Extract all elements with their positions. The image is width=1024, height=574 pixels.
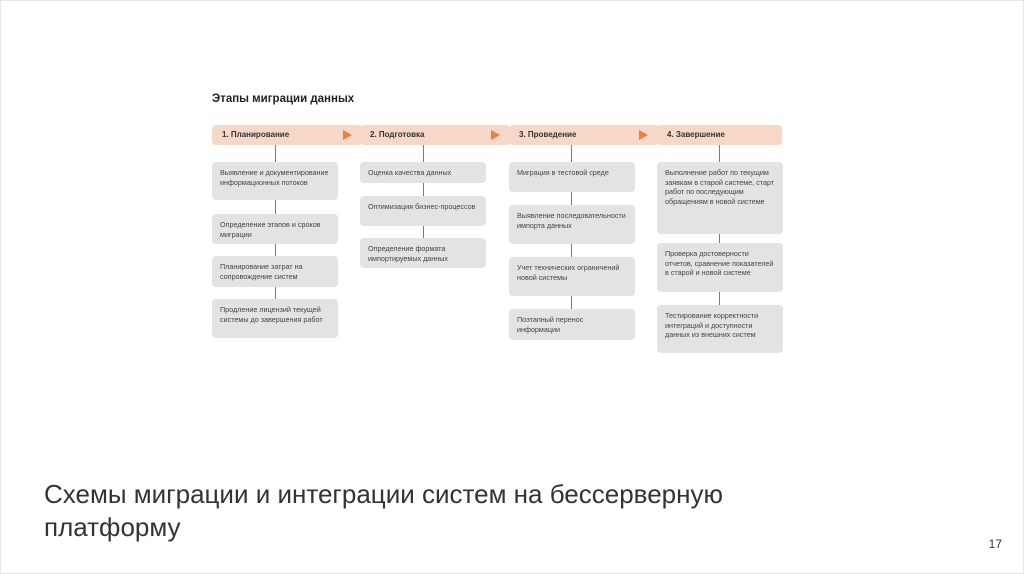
step-box: Определение формата импортируемых данных — [360, 238, 486, 268]
diagram-title: Этапы миграции данных — [212, 93, 355, 105]
step-box: Выявление и документирование информационных потоков — [212, 162, 338, 200]
stage-header-preparation: 2. Подготовка — [360, 125, 510, 145]
step-box: Выполнение работ по текущим заявкам в старой системе, старт работ по последующим обращениям в новой системе — [657, 162, 783, 234]
step-box: Оптимизация бизнес-процессов — [360, 196, 486, 226]
step-box: Определение этапов и сроков миграции — [212, 214, 338, 244]
step-box: Выявление последовательности импорта данных — [509, 205, 635, 244]
step-box: Проверка достоверности отчетов, сравнение показателей в старой и новой системе — [657, 243, 783, 292]
step-box: Продление лицензий текущей системы до завершения работ — [212, 299, 338, 338]
arrow-right-icon — [343, 130, 352, 140]
step-box: Планирование затрат на сопровождение систем — [212, 256, 338, 287]
step-box: Тестирование корректности интеграций и доступности данных из внешних систем — [657, 305, 783, 353]
stage-header-planning: 1. Планирование — [212, 125, 362, 145]
arrow-right-icon — [491, 130, 500, 140]
step-box: Учет технических ограничений новой системы — [509, 257, 635, 296]
slide-title: Схемы миграции и интеграции систем на бессерверную платформу — [44, 479, 723, 542]
page-number: 17 — [988, 537, 1002, 551]
stage-header-completion: 4. Завершение — [657, 125, 782, 145]
step-box: Оценка качества данных — [360, 162, 486, 183]
arrow-right-icon — [639, 130, 648, 140]
stage-header-execution: 3. Проведение — [509, 125, 659, 145]
step-box: Поэтапный перенос информации — [509, 309, 635, 340]
step-box: Миграция в тестовой среде — [509, 162, 635, 192]
